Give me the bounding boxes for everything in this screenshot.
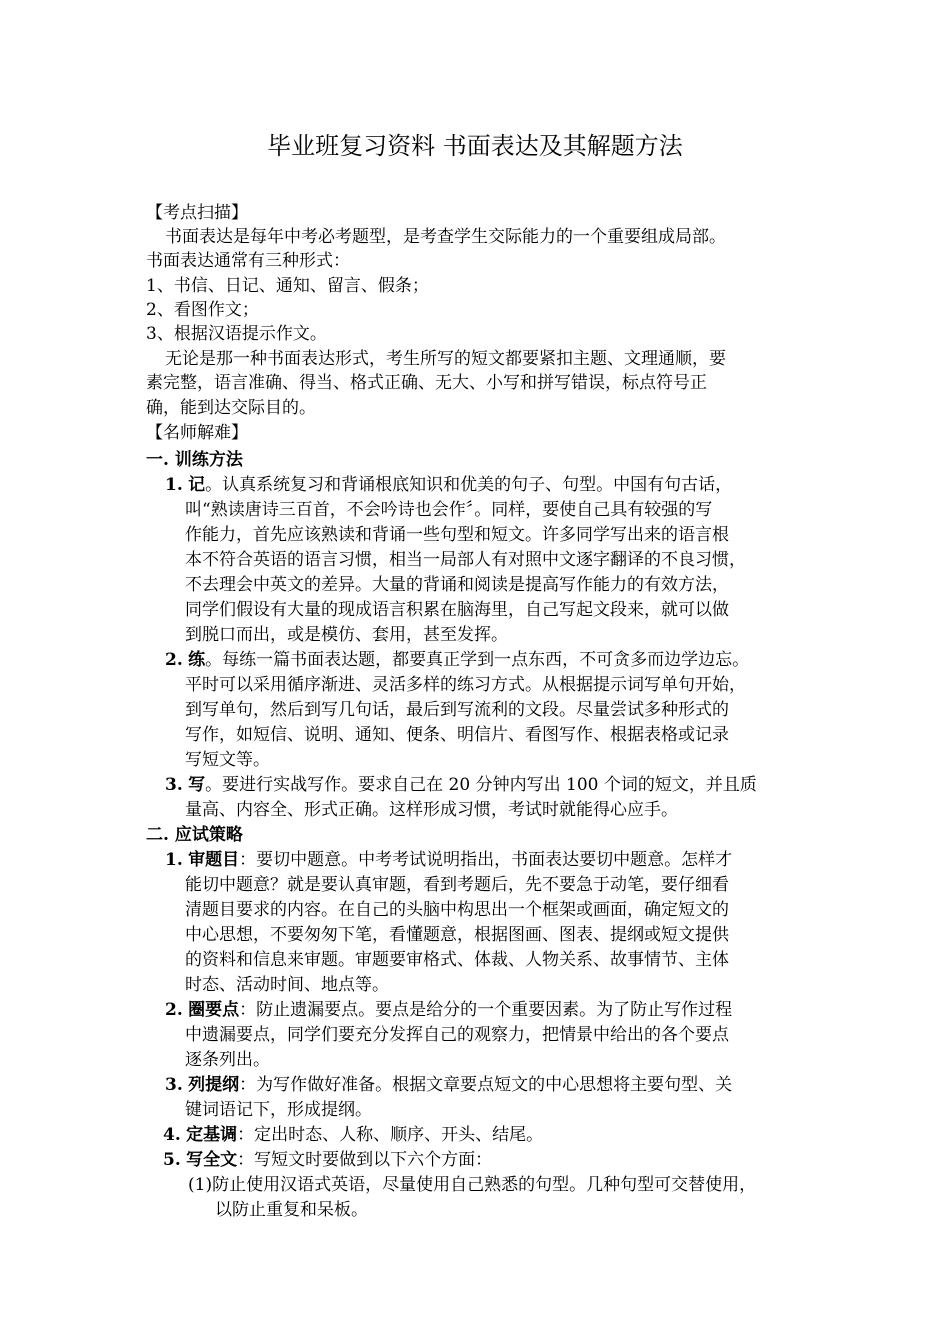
item-text: ：写短文时要做到以下六个方面： [237, 1150, 493, 1170]
strategy-item-1-line-4: 中心思想，不要匆匆下笔，看懂题意，根据图画、图表、提纲或短文提供 [185, 925, 729, 945]
form-item-2: 2、看图作文； [146, 300, 259, 320]
item-keyword: 记 [188, 475, 206, 495]
item-keyword: 审题目 [188, 850, 240, 870]
item-keyword: 写 [188, 775, 206, 795]
training-item-2-line-2: 平时可以采用循序渐进、灵活多样的练习方式。从根据提示词写单句开始， [185, 675, 746, 695]
part-heading-strategy: 二. 应试策略 [146, 825, 243, 845]
requirement-line-2: 素完整，语言准确、得当、格式正确、无大、小写和拼写错误，标点符号正 [146, 373, 707, 393]
item-text: ：防止遗漏要点。要点是给分的一个重要因素。为了防止写作过程 [239, 1000, 733, 1020]
item-text: ：为写作做好准备。根据文章要点短文的中心思想将主要句型、关 [239, 1075, 733, 1095]
strategy-item-4 [163, 1124, 543, 1146]
strategy-item-3-line-2: 键词语记下，形成提纲。 [185, 1100, 372, 1120]
item-number: 2. [165, 1000, 183, 1020]
training-item-1-line-7: 到脱口而出，或是模仿、套用，甚至发挥。 [185, 625, 508, 645]
item-keyword: 写全文 [186, 1150, 238, 1170]
training-item-1-line-5: 不去理会中英文的差异。大量的背诵和阅读是提高写作能力的有效方法， [185, 575, 729, 595]
item-text: ：定出时态、人称、顺序、开头、结尾。 [237, 1125, 544, 1145]
strategy-item-2-line-2: 中遗漏要点，同学们要充分发挥自己的观察力，把情景中给出的各个要点 [185, 1025, 729, 1045]
strategy-item-2 [165, 999, 732, 1021]
item-keyword: 练 [188, 650, 206, 670]
item-keyword: 定基调 [186, 1125, 238, 1145]
strategy-item-1-line-5: 的资料和信息来审题。审题要审格式、体裁、人物关系、故事情节、主体 [185, 950, 729, 970]
item-text: 。要进行实战写作。要求自己在 20 分钟内写出 100 个词的短文，并且质 [205, 775, 757, 795]
item-number: 2. [165, 650, 183, 670]
item-number: 3. [165, 1075, 183, 1095]
item-text: ：要切中题意。中考考试说明指出，书面表达要切中题意。怎样才 [239, 850, 733, 870]
item-number: 4. [163, 1125, 181, 1145]
strategy-item-5 [163, 1149, 492, 1171]
item-number: 1. [165, 475, 183, 495]
section-heading-exam-points: 【考点扫描】 [146, 203, 248, 223]
item-text: 。认真系统复习和背诵根底知识和优美的句子、句型。中国有句古话， [205, 475, 733, 495]
training-item-2-line-5: 写短文等。 [185, 750, 270, 770]
training-item-2-line-3: 到写单句，然后到写几句话，最后到写流利的文段。尽量尝试多种形式的 [185, 700, 729, 720]
form-item-1: 1、书信、日记、通知、留言、假条； [146, 276, 429, 296]
strategy-item-1 [165, 849, 732, 871]
training-item-1-line-3: 作能力，首先应该熟读和背诵一些句型和短文。许多同学写出来的语言根 [185, 525, 729, 545]
item-number: 1. [165, 850, 183, 870]
strategy-item-5-sub-1: (1)防止使用汉语式英语，尽量使用自己熟悉的句型。几种句型可交替使用， [188, 1175, 757, 1195]
intro-line-1: 书面表达是每年中考必考题型，是考查学生交际能力的一个重要组成局部。 [165, 227, 726, 247]
training-item-1-line-6: 同学们假设有大量的现成语言积累在脑海里，自己写起文段来，就可以做 [185, 600, 729, 620]
item-keyword: 圈要点 [188, 1000, 240, 1020]
part-heading-training: 一. 训练方法 [146, 450, 243, 470]
strategy-item-1-line-6: 时态、活动时间、地点等。 [185, 975, 389, 995]
strategy-item-1-line-2: 能切中题意？就是要认真审题，看到考题后，先不要急于动笔，要仔细看 [185, 875, 729, 895]
requirement-line-3: 确，能到达交际目的。 [146, 398, 316, 418]
training-item-2 [165, 649, 749, 671]
training-item-1-line-4: 本不符合英语的语言习惯，相当一局部人有对照中文逐字翻译的不良习惯， [185, 550, 746, 570]
strategy-item-1-line-3: 清题目要求的内容。在自己的头脑中构思出一个框架或画面，确定短文的 [185, 900, 729, 920]
training-item-1 [165, 474, 732, 496]
training-item-2-line-4: 写作，如短信、说明、通知、便条、明信片、看图写作、根据表格或记录 [185, 725, 729, 745]
item-keyword: 列提纲 [188, 1075, 240, 1095]
training-item-3-line-2: 量高、内容全、形式正确。这样形成习惯，考试时就能得心应手。 [185, 800, 678, 820]
item-number: 5. [163, 1150, 181, 1170]
requirement-line-1: 无论是那一种书面表达形式，考生所写的短文都要紧扣主题、文理通顺，要 [165, 349, 726, 369]
page-title: 毕业班复习资料 书面表达及其解题方法 [267, 132, 683, 160]
item-text: 。每练一篇书面表达题，都要真正学到一点东西，不可贪多而边学边忘。 [205, 650, 750, 670]
section-heading-teacher-tips: 【名师解难】 [146, 423, 248, 443]
intro-line-2: 书面表达通常有三种形式： [146, 251, 350, 271]
strategy-item-5-sub-1-line-2: 以防止重复和呆板。 [215, 1200, 368, 1220]
strategy-item-3 [165, 1074, 732, 1096]
strategy-item-2-line-3: 逐条列出。 [185, 1050, 270, 1070]
training-item-3 [165, 774, 757, 796]
training-item-1-line-2: 叫“熟读唐诗三百首，不会吟诗也会作〞。同样，要使自己具有较强的写 [185, 500, 713, 520]
item-number: 3. [165, 775, 183, 795]
form-item-3: 3、根据汉语提示作文。 [146, 324, 327, 344]
